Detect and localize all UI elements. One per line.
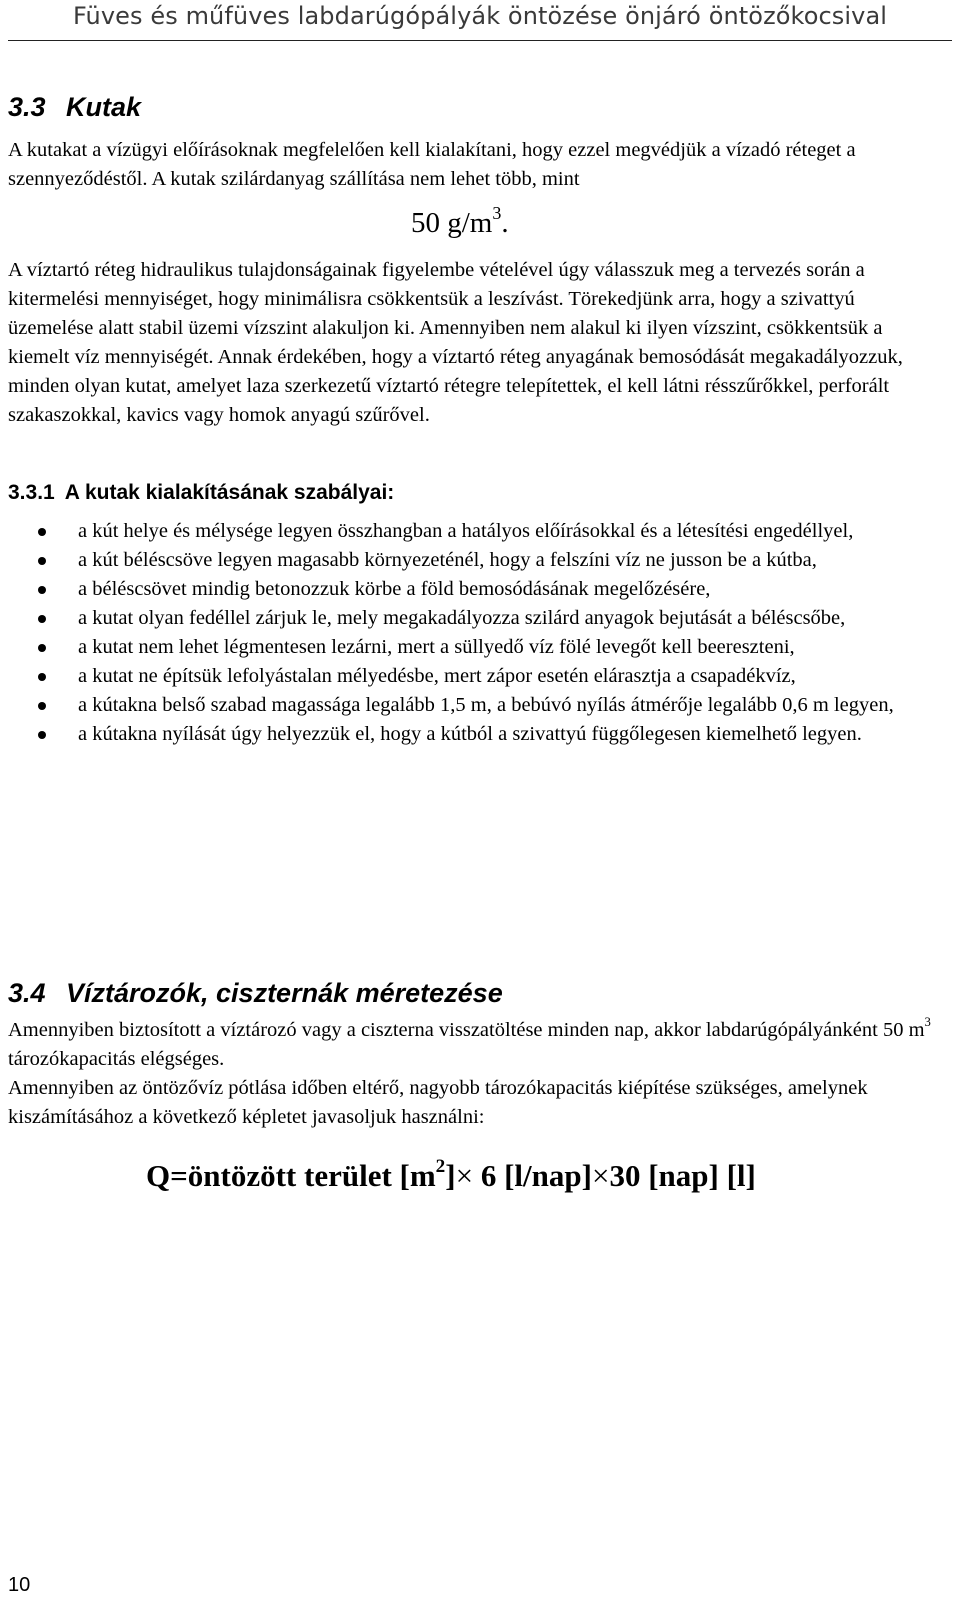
limit-exponent: 3 [492, 202, 502, 223]
list-item: a kút béléscsöve legyen magasabb környezeténél, hogy a felszíni víz ne jusson be a kútba, [38, 546, 938, 575]
limit-end: . [501, 207, 509, 239]
list-item: a kút helye és mélysége legyen összhangban a hatályos előírásokkal és a létesítési engedéllyel, [38, 517, 938, 546]
bullet-icon [38, 702, 46, 710]
list-item: a kutat ne építsük lefolyástalan mélyedésbe, mert zápor esetén elárasztja a csapadékvíz, [38, 662, 938, 691]
section-number: 3.4 [8, 978, 46, 1008]
section-number: 3.3 [8, 92, 46, 122]
paragraph-intro: A kutakat a vízügyi előírásoknak megfelelően kell kialakítani, hogy ezzel megvédjük a vízadó réteget a szennyeződéstől. A kutak szilárdanyag szállítása nem lehet több, mint [8, 139, 856, 190]
multiply-icon: × [455, 1158, 474, 1193]
list-item: a béléscsövet mindig betonozzuk körbe a föld bemosódásának megelőzésére, [38, 575, 938, 604]
bullet-icon [38, 644, 46, 652]
list-item: a kutat olyan fedéllel zárjuk le, mely megakadályozza szilárd anyagok bejutását a béléscsőbe, [38, 604, 938, 633]
limit-value: 50 g/m [411, 207, 493, 239]
bullet-icon [38, 731, 46, 739]
capacity-formula: Q=öntözött terület $[m^2]\times 6$ [l/nap]×30 [nap] [l] [146, 1155, 756, 1193]
subsection-heading-3-3-1 [8, 479, 394, 507]
solids-limit-formula [411, 202, 509, 240]
paragraph-capacity: Amennyiben biztosított a víztározó vagy a ciszterna visszatöltése minden nap, akkor labdarúgópályánként 50 $m^3$ tározókapacitás elégséges. [8, 1015, 931, 1070]
bullet-icon [38, 557, 46, 565]
volume-exponent: 3 [924, 1015, 931, 1030]
bullet-icon [38, 528, 46, 536]
rules-list [38, 517, 938, 749]
paragraph-hydraulics: A víztartó réteg hidraulikus tulajdonságainak figyelembe vételével úgy válasszuk meg a tervezés során a kitermelési mennyiséget, hogy minimálisra csökkentsük a leszívást. Törekedjünk arra, hogy a szivattyú üzemelése alatt stabil üzemi vízszint alakuljon ki. Amennyiben nem alakul ki ilyen vízszint, csökkentsük a kiemelt víz mennyiségét. Annak érdekében, hogy a víztartó réteg anyagának bemosódását megakadályozzuk, minden olyan kutat, amelyet laza szerkezetű víztartó rétegre telepítettek, el kell látni résszűrőkkel, perforált szakaszokkal, kavics vagy homok anyagú szűrővel. [8, 259, 903, 426]
subsection-number: 3.3.1 [8, 481, 55, 504]
bullet-icon [38, 673, 46, 681]
bullet-icon [38, 586, 46, 594]
bullet-icon [38, 615, 46, 623]
page-number: 10 [8, 1574, 31, 1596]
section-title: Víztározók, ciszternák méretezése [66, 978, 503, 1008]
list-item: a kútakna belső szabad magassága legalább 1,5 m, a bebúvó nyílás átmérője legalább 0,6 m legyen, [38, 691, 938, 720]
multiply-icon: × [591, 1158, 610, 1193]
section-title: Kutak [66, 92, 142, 122]
list-item: a kútakna nyílását úgy helyezzük el, hogy a kútból a szivattyú függőlegesen kiemelhető legyen. [38, 720, 938, 749]
list-item: a kutat nem lehet légmentesen lezárni, mert a süllyedő víz fölé levegőt kell beereszteni, [38, 633, 938, 662]
header-divider [8, 40, 952, 41]
section-heading-3-3 [8, 91, 141, 123]
running-header: Füves és műfüves labdarúgópályák öntözése önjáró öntözőkocsival [72, 2, 888, 30]
section-heading-3-4 [8, 977, 503, 1009]
paragraph-formula-intro: Amennyiben az öntözővíz pótlása időben eltérő, nagyobb tározókapacitás kiépítése szükséges, amelynek kiszámításához a következő képletet javasoljuk használni: [8, 1077, 868, 1128]
subsection-title: A kutak kialakításának szabályai: [64, 481, 395, 504]
area-exponent: 2 [435, 1155, 446, 1177]
